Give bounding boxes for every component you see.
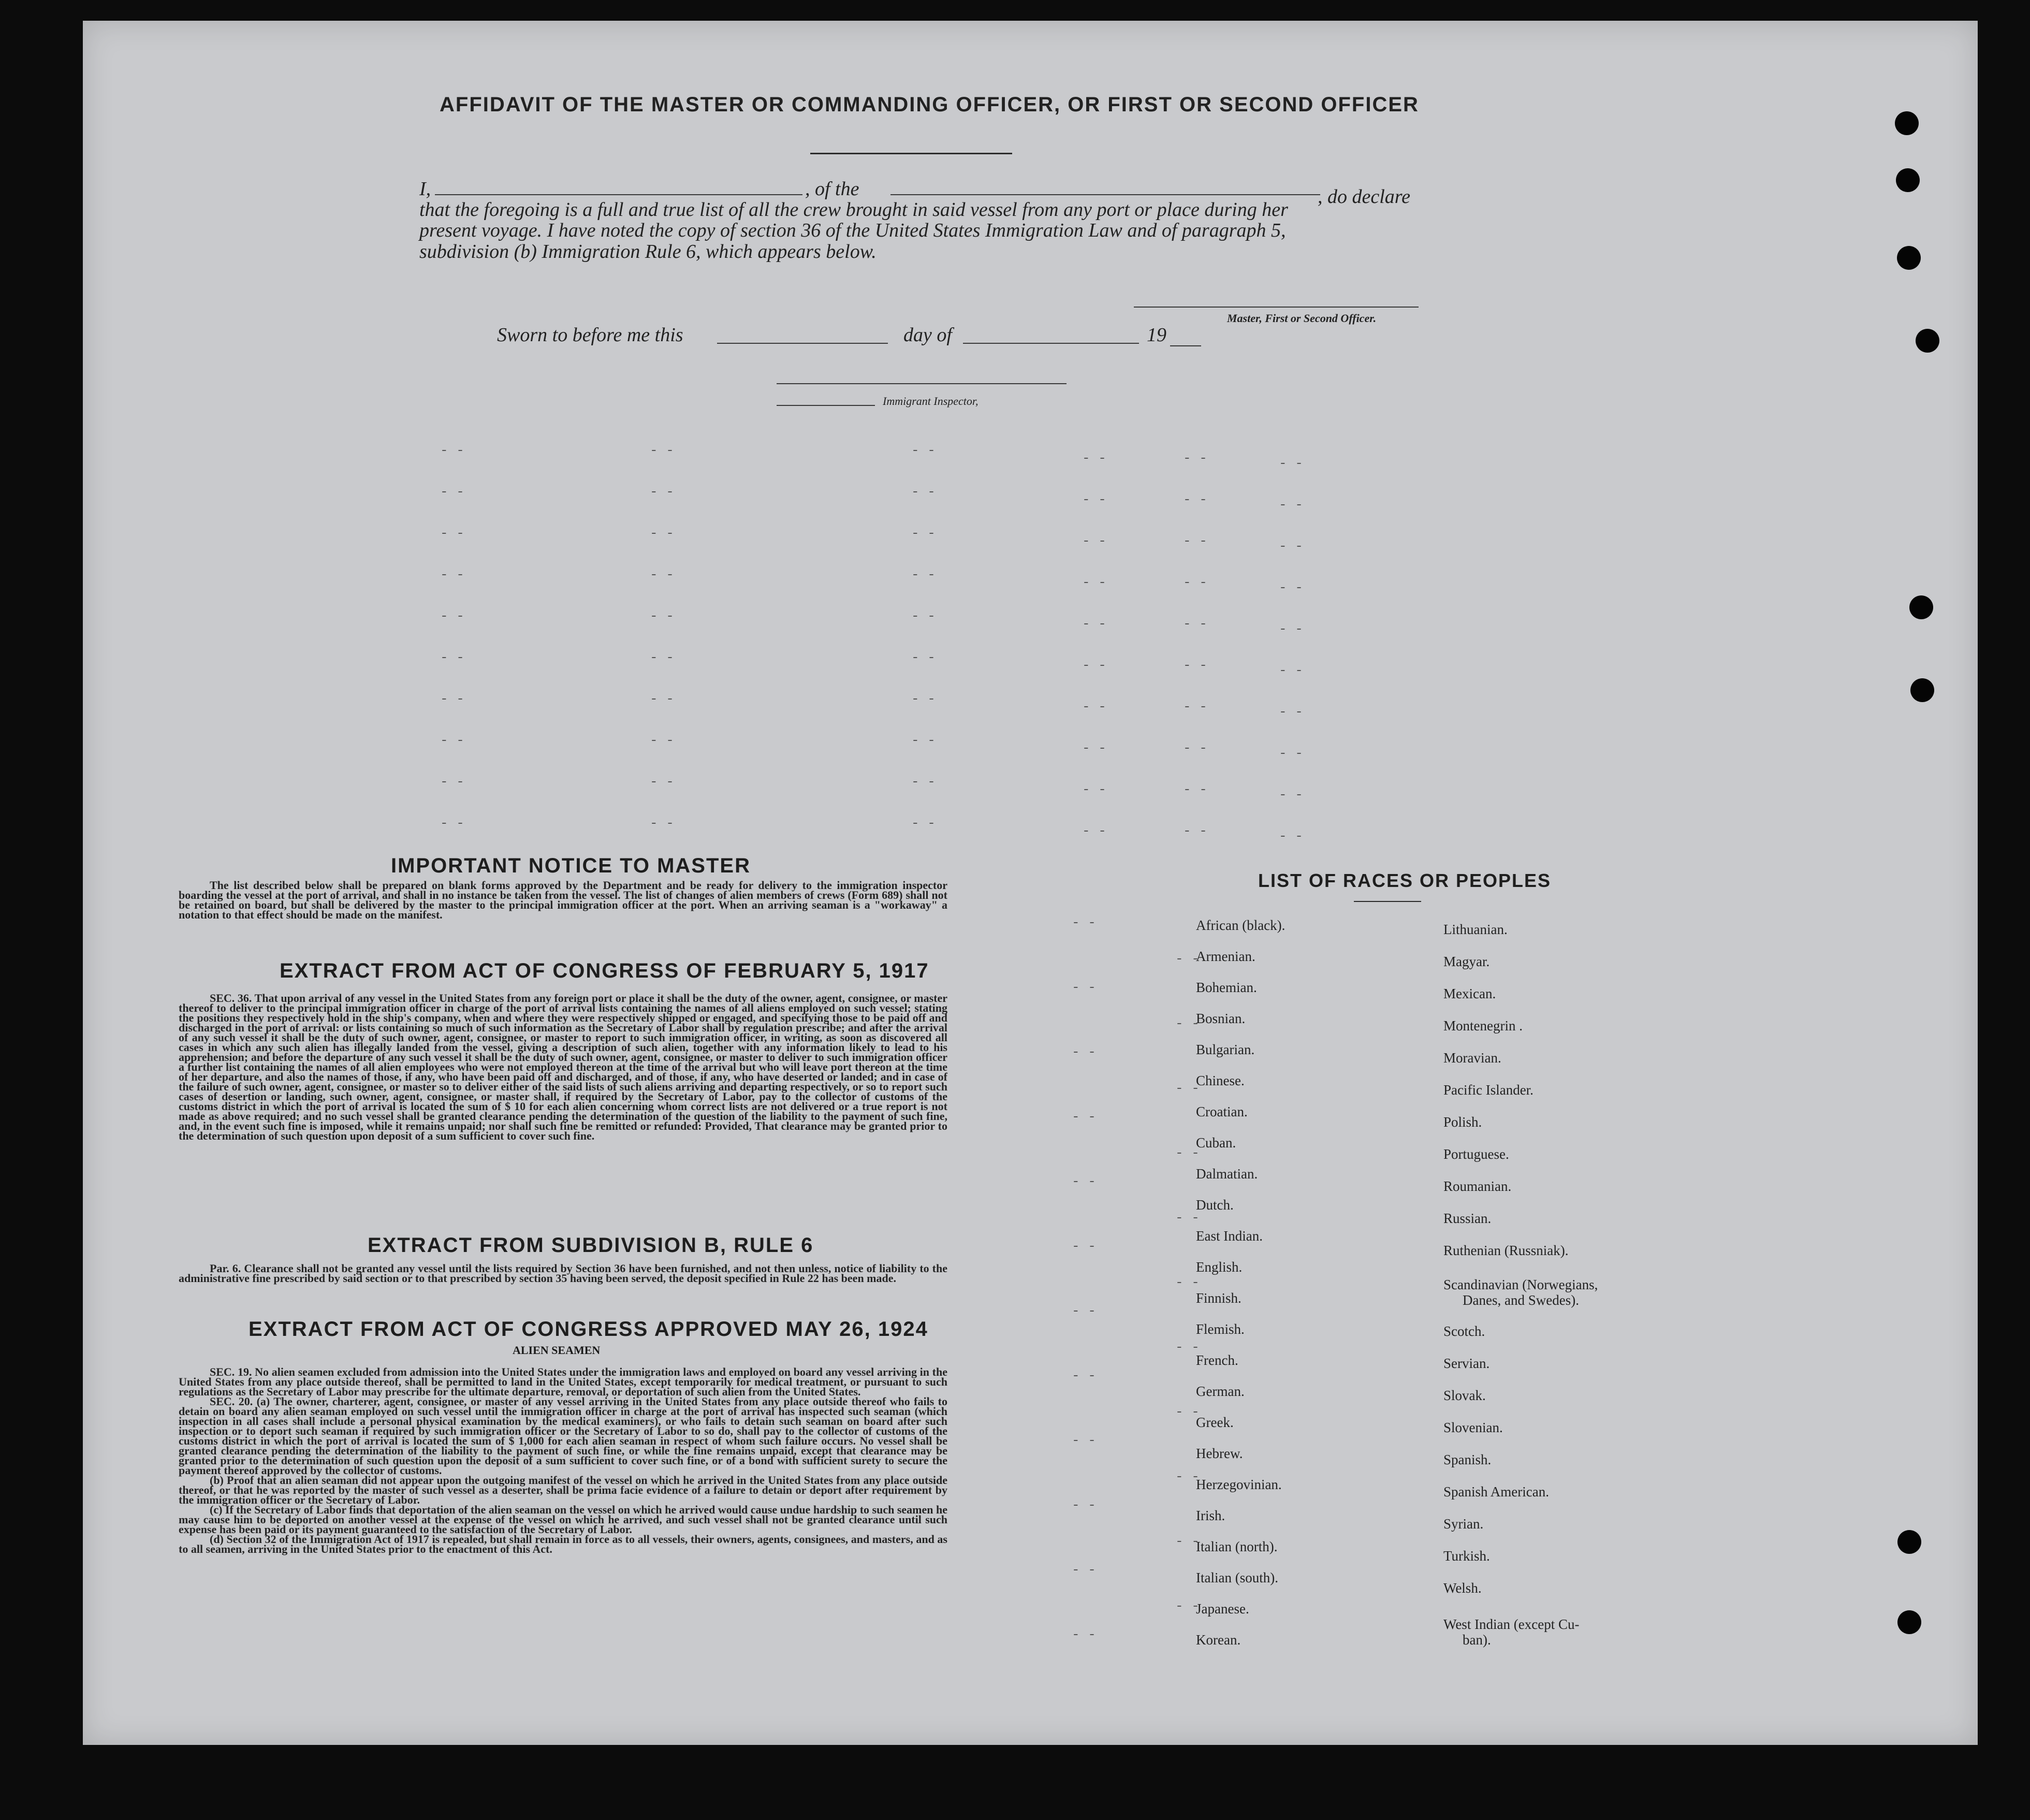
race-item: Spanish. — [1443, 1452, 1492, 1467]
race-item: East Indian. — [1196, 1228, 1263, 1244]
race-item: Magyar. — [1443, 954, 1490, 969]
punch-hole — [1897, 1530, 1921, 1554]
affidavit-line-3: present voyage. I have noted the copy of section 36 of the United States Immigration Law and of paragraph 5, — [419, 220, 1286, 241]
race-item: Herzegovinian. — [1196, 1477, 1282, 1492]
race-item: Chinese. — [1196, 1073, 1245, 1088]
race-item: Slovak. — [1443, 1388, 1486, 1403]
race-item: Welsh. — [1443, 1580, 1482, 1596]
punch-hole — [1916, 329, 1939, 353]
master-label: Master, First or Second Officer. — [1227, 312, 1377, 325]
year-label: 19 — [1147, 324, 1166, 346]
race-item: Dutch. — [1196, 1197, 1234, 1213]
race-item: Scotch. — [1443, 1323, 1485, 1339]
extract-1924-subheading: ALIEN SEAMEN — [513, 1344, 601, 1357]
bleed-dashes: - - - - - - - - - - - - - - - - - - - - - - - - — [1072, 915, 1096, 1642]
extract-1924-paragraph: SEC. 19. No alien seamen excluded from admission into the United States under the immigration laws and employed on board any vessel arriving in the United States from any place outside thereof, shall be permitted to land in the United States, except temporarily for medical treatment, or pursuant to such regulations as the Secretary of Labor may prescribe for the ultimate departure, removal, or deportation of such alien from the United States. — [179, 1365, 947, 1398]
race-item: Flemish. — [1196, 1321, 1245, 1337]
race-item: Dalmatian. — [1196, 1166, 1258, 1182]
race-item: Syrian. — [1443, 1516, 1484, 1532]
race-item: Roumanian. — [1443, 1178, 1512, 1194]
punch-hole — [1895, 111, 1919, 135]
extract-rule6-paragraph: Par. 6. Clearance shall not be granted any vessel until the lists required by Section 36 have been furnished, and not then unless, notice of liability to the administrative fine prescribed by said section or to that prescribed by section 35 having been served, the deposit specified in Rule 22 has been made. — [179, 1262, 947, 1285]
race-item: Spanish American. — [1443, 1484, 1549, 1499]
race-item: Irish. — [1196, 1508, 1225, 1523]
race-item: Mexican. — [1443, 986, 1496, 1001]
race-item: Servian. — [1443, 1356, 1490, 1371]
extract-rule6-heading: EXTRACT FROM SUBDIVISION B, RULE 6 — [368, 1234, 814, 1257]
race-item: ban). — [1463, 1632, 1491, 1648]
race-item: Danes, and Swedes). — [1463, 1292, 1579, 1308]
race-item: French. — [1196, 1352, 1238, 1368]
inspector-label: Immigrant Inspector, — [883, 395, 979, 407]
race-item: Hebrew. — [1196, 1446, 1243, 1461]
sworn-day-blank[interactable] — [717, 343, 888, 344]
punch-hole — [1909, 595, 1933, 619]
bleed-dashes: - - - - - - - - - - - - - - - - - - - - — [1279, 456, 1303, 844]
race-item: Pacific Islander. — [1443, 1082, 1534, 1098]
race-item: German. — [1196, 1384, 1245, 1399]
affidavit-of-the: , of the — [805, 178, 859, 200]
punch-hole — [1896, 168, 1920, 192]
bleed-dashes: - - - - - - - - - - - - - - - - - - - - — [1082, 450, 1106, 839]
race-item: Armenian. — [1196, 949, 1255, 964]
extract-1924-paragraph: (c) If the Secretary of Labor finds that deportation of the alien seaman on the vessel on which he arrived would cause undue hardship to such seamen he may cause him to be deported on another vessel at the expense of the vessel on which he arrived, and such vessel shall not be granted clearance until such expense has been paid or its payment guaranteed to the satisfaction of the Secretary of Labor. — [179, 1503, 947, 1536]
notice-paragraph: The list described below shall be prepared on blank forms approved by the Department and be ready for delivery to the immigration inspector boarding the vessel at the port of arrival, and shall in no instance be taken from the vessel. The list of changes of alien members of crews (Form 689) shall not be retained on board, but shall be delivered by the master to the principal immigration officer at the port. When an arriving seaman is a "workaway" a notation to that effect should be made on the manifest. — [179, 879, 947, 921]
inspector-short-line[interactable] — [777, 405, 875, 406]
race-item: Bosnian. — [1196, 1011, 1246, 1026]
race-item: Montenegrin . — [1443, 1018, 1523, 1033]
race-item: Italian (south). — [1196, 1570, 1278, 1585]
affidavit-do-declare: , do declare — [1318, 186, 1411, 208]
races-title-underline — [1354, 901, 1421, 902]
race-item: Greek. — [1196, 1415, 1234, 1430]
extract-1924-text — [179, 1367, 947, 1554]
affidavit-line-2: that the foregoing is a full and true list of all the crew brought in said vessel from any port or place during her — [419, 199, 1288, 221]
bleed-dashes: - - - - - - - - - - - - - - - - - - - - — [650, 443, 674, 831]
race-item: English. — [1196, 1259, 1243, 1275]
notice-text — [179, 880, 947, 920]
race-item: Slovenian. — [1443, 1420, 1503, 1435]
punch-hole — [1897, 1610, 1921, 1634]
extract-1924-paragraph: (b) Proof that an alien seaman did not appear upon the outgoing manifest of the vessel on which he arrived in the United States from any place outside thereof, or that he was reported by the master of such vessel as a deserter, shall be prima facie evidence of a failure to detain or deport after requirement by the immigration officer or the Secretary of Labor. — [179, 1474, 947, 1506]
race-item: Japanese. — [1196, 1601, 1249, 1617]
race-item: Ruthenian (Russniak). — [1443, 1243, 1569, 1258]
sworn-label: Sworn to before me this — [497, 324, 683, 346]
extract-1917-paragraph: SEC. 36. That upon arrival of any vessel in the United States from any foreign port or place it shall be the duty of the owner, agent, consignee, or master thereof to deliver to the principal immigration officer in charge of the port of arrival lists containing the names of all aliens employed on such vessel; stating the positions they respectively hold in the ship's company, when and where they were respectively shipped or engaged, and specifying those to be paid off and discharged in the port of arrival: or lists containing so much of such information as the Secretary of Labor shall by regulation prescribe; and after the arrival of any such vessel it shall be the duty of such owner, agent, consignee, or master to report to such immigration officer, in writing, as soon as discovered all cases in which any such alien has illegally landed from the vessel, giving a description of such alien, together with any information likely to lead to his apprehension; and before the departure of any such vessel it shall be the duty of such owner, agent, consignee, or master to deliver to such immigration officer a further list containing the names of all alien employees who were not employed thereon at the time of the arrival but who will leave port thereon at the time of her departure, and also the names of those, if any, who have been paid off and discharged, and of those, if any, who have deserted or landed; and in case of the failure of such owner, agent, consignee, or master so to deliver either of the said lists of such aliens arriving and departing respectively, or so to report such cases of desertion or landing, such owner, agent, consignee, or master shall, if required by the Secretary of Labor, pay to the collector of customs of the customs district in which the port of arrival is located the sum of $ 10 for each alien concerning whom correct lists are not delivered or a true report is not made as above required; and no such vessel shall be granted clearance pending the determination of the question of the liability to the payment of such fine, and, in the event such fine is imposed, while it remains unpaid; nor shall such fine be remitted or refunded: Provided, That clearance may be granted prior to the determination of such question upon deposit of a sum sufficient to cover such fine. — [179, 992, 947, 1142]
affidavit-line-4: subdivision (b) Immigration Rule 6, which appears below. — [419, 241, 877, 263]
bleed-dashes: - - - - - - - - - - - - - - - - - - - - — [1183, 450, 1207, 839]
race-item: Bohemian. — [1196, 980, 1257, 995]
race-item: Italian (north). — [1196, 1539, 1278, 1554]
title-underline — [810, 153, 1012, 154]
race-item: Turkish. — [1443, 1548, 1490, 1564]
race-item: Korean. — [1196, 1632, 1241, 1648]
bleed-dashes: - - - - - - - - - - - - - - - - - - - - — [911, 443, 936, 831]
race-item: Polish. — [1443, 1114, 1482, 1130]
sworn-month-blank[interactable] — [963, 343, 1139, 344]
day-of-label: day of — [903, 324, 952, 346]
affidavit-i-label: I, — [419, 178, 431, 200]
extract-1924-paragraph: SEC. 20. (a) The owner, charterer, agent, consignee, or master of any vessel arriving in the United States from any place outside thereof who fails to detain on board any alien seaman employed on such vessel until the immigration officer in charge at the port of arrival has inspected such seaman (which inspection in all cases shall include a personal physical examination by the medical examiners), or who fails to detain such seaman on board after such inspection or to deport such seaman if required by such immigration officer or the Secretary of Labor to so do, shall pay to the collector of customs of the customs district in which the port of arrival is located the sum of $ 1,000 for each alien seaman in respect of whom such failure occurs. No vessel shall be granted clearance pending the determination of the liability to the payment of such fine, or while the fine remains unpaid, except that clearance may be granted prior to the determination of such question upon the deposit of a sum sufficient to cover such fine, or of a bond with sufficient surety to secure the payment thereof approved by the collector of customs. — [179, 1395, 947, 1477]
notice-heading: IMPORTANT NOTICE TO MASTER — [391, 854, 751, 877]
race-item: Croatian. — [1196, 1104, 1248, 1119]
extract-rule6-text — [179, 1263, 947, 1283]
bleed-dashes: - - - - - - - - - - - - - - - - - - - - - - — [1175, 951, 1200, 1614]
race-item: West Indian (except Cu- — [1443, 1617, 1580, 1632]
punch-hole — [1897, 246, 1921, 270]
year-blank[interactable] — [1170, 345, 1201, 346]
race-item: Scandinavian (Norwegians, — [1443, 1277, 1598, 1292]
name-blank[interactable] — [435, 194, 802, 195]
extract-1924-heading: EXTRACT FROM ACT OF CONGRESS APPROVED MAY 26, 1924 — [249, 1318, 928, 1341]
vessel-blank[interactable] — [890, 194, 1320, 195]
punch-hole — [1910, 678, 1934, 702]
race-item: Bulgarian. — [1196, 1042, 1255, 1057]
extract-1924-paragraph: (d) Section 32 of the Immigration Act of 1917 is repealed, but shall remain in force as to all vessels, their owners, agents, consignees, and masters, and as to all seamen, arriving in the United States prior to the enactment of this Act. — [179, 1533, 947, 1555]
race-item: African (black). — [1196, 918, 1286, 933]
master-signature-line[interactable] — [1134, 307, 1419, 308]
race-item: Lithuanian. — [1443, 922, 1508, 937]
race-item: Finnish. — [1196, 1290, 1242, 1306]
race-item: Moravian. — [1443, 1050, 1501, 1066]
races-title: LIST OF RACES OR PEOPLES — [1258, 870, 1552, 891]
race-item: Russian. — [1443, 1211, 1492, 1226]
extract-1917-text — [179, 993, 947, 1141]
affidavit-title: AFFIDAVIT OF THE MASTER OR COMMANDING OFFICER, OR FIRST OR SECOND OFFICER — [440, 93, 1419, 116]
bleed-dashes: - - - - - - - - - - - - - - - - - - - - — [440, 443, 464, 831]
race-item: Cuban. — [1196, 1135, 1236, 1151]
race-item: Portuguese. — [1443, 1146, 1509, 1162]
extract-1917-heading: EXTRACT FROM ACT OF CONGRESS OF FEBRUARY 5, 1917 — [280, 959, 929, 982]
inspector-signature-line[interactable] — [777, 383, 1067, 384]
